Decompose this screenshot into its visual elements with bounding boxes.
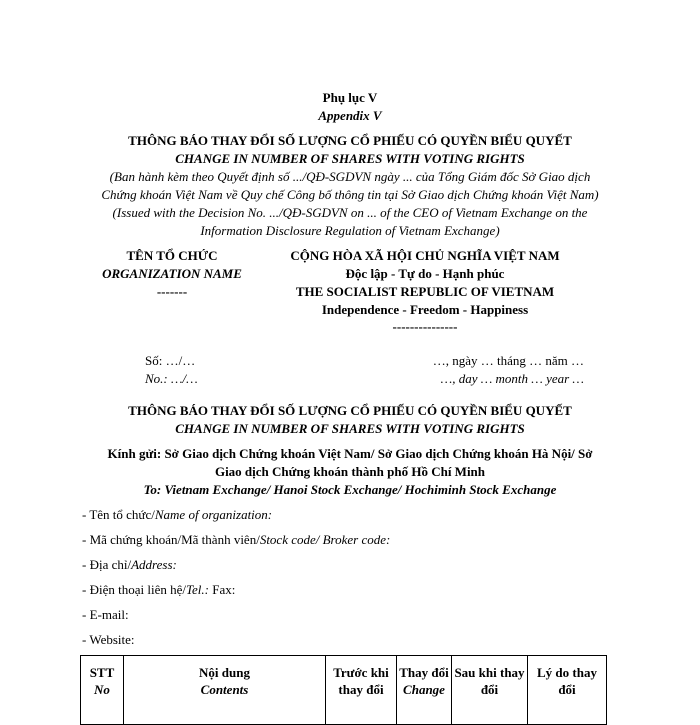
header-change-label-en: Change <box>403 682 445 697</box>
recipient-line2: Giao dịch Chứng khoán thành phố Hồ Chí Minh <box>214 464 486 479</box>
field-address-label: - Địa chỉ/ <box>82 557 132 572</box>
recipient-en: To: Vietnam Exchange/ Hanoi Stock Exchange/ Hochiminh Stock Exchange <box>143 482 557 497</box>
field-organization-name <box>82 506 272 524</box>
shares-change-table <box>80 655 607 725</box>
header-cell-reason <box>528 656 607 725</box>
field-fax-label: Fax: <box>212 582 236 597</box>
motto-divider: --------------- <box>392 319 458 334</box>
issued-note-en-line1: (Issued with the Decision No. .../QĐ-SGDVN on ... of the CEO of Vietnam Exchange on the <box>112 205 588 220</box>
field-email: - E-mail: <box>82 607 129 622</box>
recipient-line1: Kính gửi: Sở Giao dịch Chứng khoán Việt Nam/ Sở Giao dịch Chứng khoán Hà Nội/ Sở <box>107 446 593 461</box>
form-title: THÔNG BÁO THAY ĐỔI SỐ LƯỢNG CỔ PHIẾU CÓ QUYỀN BIỂU QUYẾT <box>128 133 572 148</box>
republic-name: CỘNG HÒA XÃ HỘI CHỦ NGHĨA VIỆT NAM <box>290 248 560 263</box>
header-change-label: Thay đổi <box>399 665 449 680</box>
appendix-number: Phụ lục V <box>322 90 378 105</box>
document-date-en: …, day … month … year … <box>440 371 584 386</box>
motto: Độc lập - Tự do - Hạnh phúc <box>345 266 505 281</box>
field-organization-label-en: Name of organization: <box>154 507 273 522</box>
header-after-label: Sau khi thay đổi <box>454 665 525 697</box>
organization-name-en: ORGANIZATION NAME <box>102 266 242 281</box>
header-stt-label: STT <box>89 665 115 680</box>
header-contents-label-en: Contents <box>200 682 249 697</box>
organization-divider: ------- <box>156 284 188 299</box>
field-telephone <box>82 581 235 599</box>
header-cell-change <box>397 656 452 725</box>
document-number-en: No.: …/… <box>145 371 198 386</box>
issued-note-vi-line1: (Ban hành kèm theo Quyết định số .../QĐ-SGDVN ngày ... của Tổng Giám đốc Sở Giao dịch <box>109 169 591 184</box>
notice-title-en: CHANGE IN NUMBER OF SHARES WITH VOTING RIGHTS <box>175 421 525 436</box>
field-address-label-en: Address: <box>131 557 177 572</box>
field-stock-code-label-en: Stock code/ Broker code: <box>259 532 391 547</box>
field-stock-code-label: - Mã chứng khoán/Mã thành viên/ <box>82 532 260 547</box>
field-address <box>82 556 177 574</box>
notice-title: THÔNG BÁO THAY ĐỔI SỐ LƯỢNG CỔ PHIẾU CÓ QUYỀN BIỂU QUYẾT <box>128 403 572 418</box>
issued-note-vi-line2: Chứng khoán Việt Nam về Quy chế Công bố thông tin tại Sở Giao dịch Chứng khoán Việt Nam) <box>101 187 599 202</box>
header-cell-contents <box>124 656 326 725</box>
field-stock-code <box>82 531 390 549</box>
issued-note-en-line2: Information Disclosure Regulation of Vietnam Exchange) <box>200 223 500 238</box>
header-cell-after <box>452 656 528 725</box>
document-date: …, ngày … tháng … năm … <box>432 353 584 368</box>
table-header-row <box>81 656 607 725</box>
form-title-en: CHANGE IN NUMBER OF SHARES WITH VOTING RIGHTS <box>175 151 525 166</box>
header-stt-label-en: No <box>94 682 110 697</box>
field-telephone-label-en: Tel.: <box>185 582 209 597</box>
appendix-number-en: Appendix V <box>318 108 382 123</box>
header-cell-before <box>326 656 397 725</box>
republic-name-en: THE SOCIALIST REPUBLIC OF VIETNAM <box>295 284 555 299</box>
field-telephone-label: - Điện thoại liên hệ/ <box>82 582 186 597</box>
field-organization-label: - Tên tổ chức/ <box>82 507 155 522</box>
field-website: - Website: <box>82 632 135 647</box>
header-contents-label: Nội dung <box>199 665 250 680</box>
organization-name: TÊN TỔ CHỨC <box>126 248 218 263</box>
header-cell-stt <box>81 656 124 725</box>
header-before-label: Trước khi thay đổi <box>333 665 389 697</box>
document-number: Số: …/… <box>145 353 196 368</box>
motto-en: Independence - Freedom - Happiness <box>321 302 529 317</box>
header-reason-label: Lý do thay đổi <box>537 665 597 697</box>
